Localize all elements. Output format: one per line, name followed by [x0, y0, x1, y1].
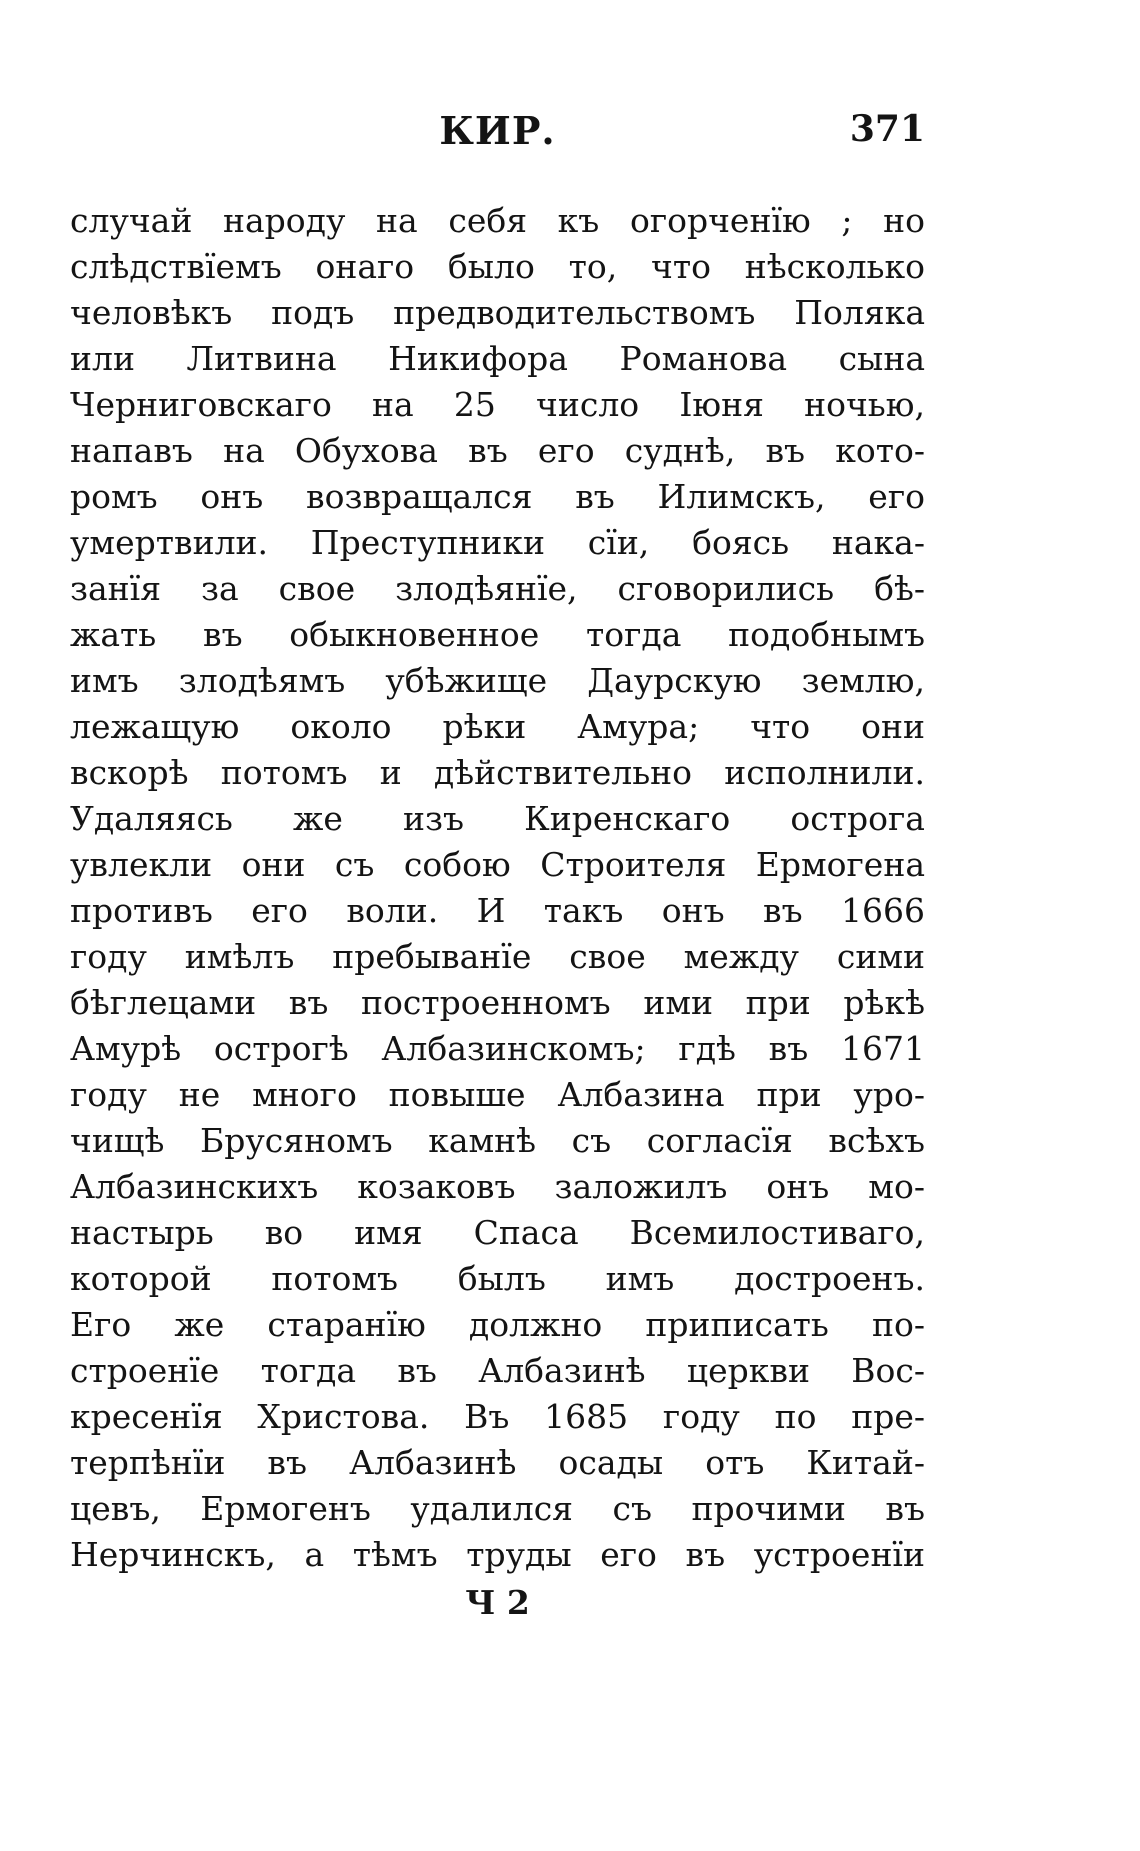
text-line: противъ его воли. И такъ онъ въ 1666: [70, 891, 925, 930]
text-line: чищѣ Брусяномъ камнѣ съ согласїя всѣхъ: [70, 1121, 925, 1160]
text-line: которой потомъ былъ имъ достроенъ.: [70, 1259, 925, 1298]
text-line: вскорѣ потомъ и дѣйствительно исполнили.: [70, 753, 925, 792]
text-line: напавъ на Обухова въ его суднѣ, въ кото-: [70, 431, 925, 470]
text-line: человѣкъ подъ предводительствомъ Поляка: [70, 293, 925, 332]
signature-mark: Ч 2: [465, 1583, 530, 1622]
text-line: году не много повыше Албазина при уро-: [70, 1075, 925, 1114]
text-line: году имѣлъ пребыванїе свое между сими: [70, 937, 925, 976]
text-line: слѣдствїемъ онаго было то, что нѣсколько: [70, 247, 925, 286]
page-header: [70, 108, 925, 158]
text-line: умертвили. Преступники сїи, боясь нака-: [70, 523, 925, 562]
text-line: Нерчинскъ, а тѣмъ труды его въ устроенїи: [70, 1535, 925, 1574]
text-line: Его же старанїю должно приписать по-: [70, 1305, 925, 1344]
body-text: [70, 198, 925, 1578]
text-line: имъ злодѣямъ убѣжище Даурскую землю,: [70, 661, 925, 700]
text-line: строенїе тогда въ Албазинѣ церкви Вос-: [70, 1351, 925, 1390]
text-line: занїя за свое злодѣянїе, сговорились бѣ-: [70, 569, 925, 608]
page-number: 371: [849, 108, 925, 150]
text-line: лежащую около рѣки Амура; что они: [70, 707, 925, 746]
text-line: бѣглецами въ построенномъ ими при рѣкѣ: [70, 983, 925, 1022]
text-line: терпѣнїи въ Албазинѣ осады отъ Китай-: [70, 1443, 925, 1482]
text-line: Амурѣ острогѣ Албазинскомъ; гдѣ въ 1671: [70, 1029, 925, 1068]
text-line: или Литвина Никифора Романова сына: [70, 339, 925, 378]
text-line: Удаляясь же изъ Киренскаго острога: [70, 799, 925, 838]
text-line: ромъ онъ возвращался въ Илимскъ, его: [70, 477, 925, 516]
text-line: увлекли они съ собою Строителя Ермогена: [70, 845, 925, 884]
text-line: Черниговскаго на 25 число Іюня ночью,: [70, 385, 925, 424]
text-line: цевъ, Ермогенъ удалился съ прочими въ: [70, 1489, 925, 1528]
text-line: Албазинскихъ козаковъ заложилъ онъ мо-: [70, 1167, 925, 1206]
text-line: кресенїя Христова. Въ 1685 году по пре-: [70, 1397, 925, 1436]
text-line: жать въ обыкновенное тогда подобнымъ: [70, 615, 925, 654]
running-head: КИР.: [439, 108, 556, 153]
text-line: случай народу на себя къ огорченїю ; но: [70, 201, 925, 240]
text-line: настырь во имя Спаса Всемилостиваго,: [70, 1213, 925, 1252]
